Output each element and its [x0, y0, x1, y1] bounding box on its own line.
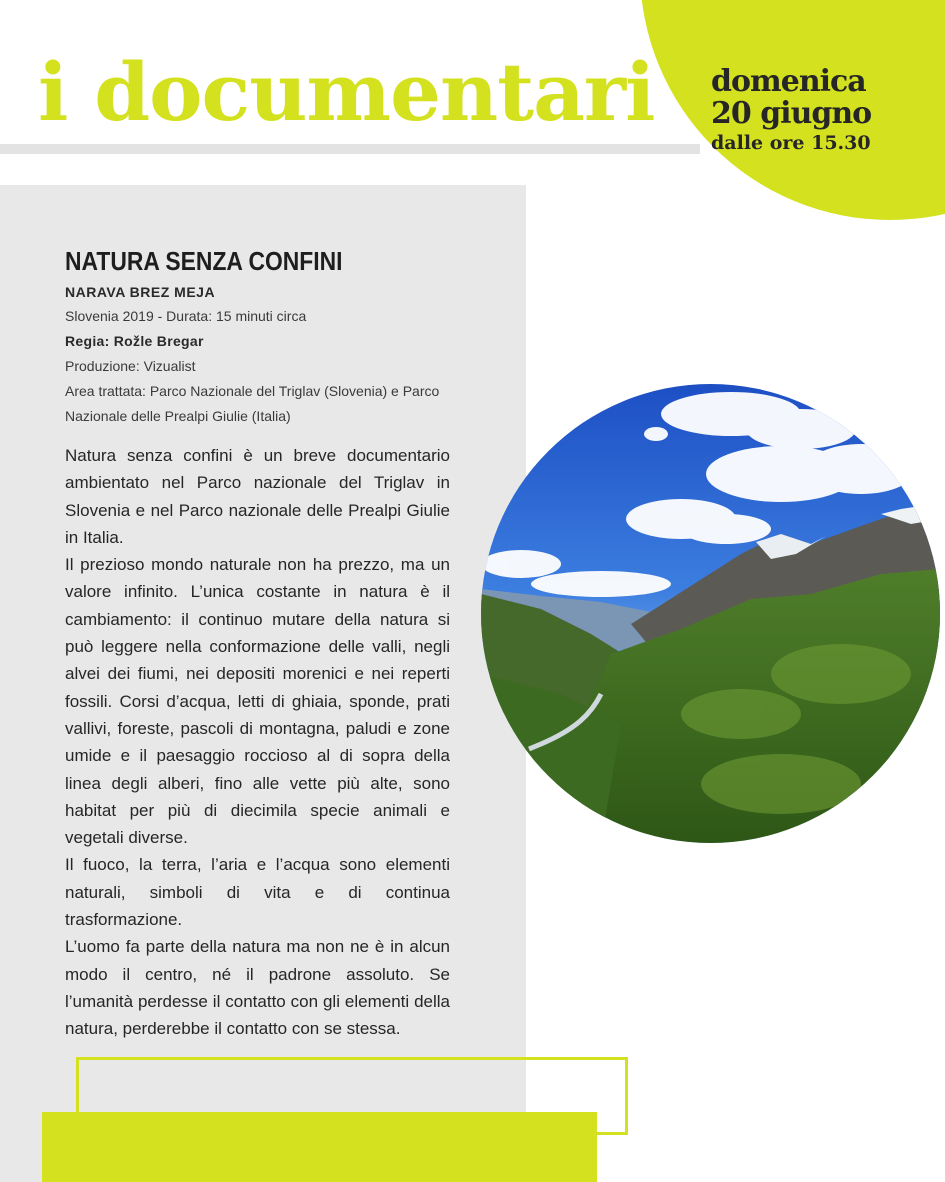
film-subtitle: NARAVA BREZ MEJA — [65, 284, 216, 300]
event-date-text: 20 giugno — [711, 96, 872, 131]
page-title: i documentari — [38, 45, 655, 139]
event-date — [711, 66, 871, 156]
mountain-landscape-photo — [481, 384, 940, 843]
event-time: dalle ore 15.30 — [711, 132, 871, 154]
description-paragraph: L’uomo fa parte della natura ma non ne è in alcun modo il centro, né il padrone assoluto. Se l’umanità perdesse il contatto con gli elementi della natura, perderebbe il contatto con se stessa. — [65, 937, 450, 1039]
film-info — [65, 244, 465, 429]
film-director: Regia: Rožle Bregar — [65, 333, 204, 349]
accent-bar — [42, 1112, 597, 1182]
event-day: domenica — [711, 64, 866, 99]
film-production: Produzione: Vizualist — [65, 358, 196, 374]
title-divider — [0, 144, 700, 154]
description-paragraph: Natura senza confini è un breve documentario ambientato nel Parco nazionale del Triglav in Slovenia e nel Parco nazionale delle Prealpi Giulie in Italia. — [65, 446, 450, 547]
description-paragraph: Il fuoco, la terra, l’aria e l’acqua sono elementi naturali, simboli di vita e di continua trasformazione. — [65, 855, 450, 930]
film-area: Area trattata: Parco Nazionale del Triglav (Slovenia) e Parco Nazionale delle Prealpi Giulie (Italia) — [65, 383, 440, 424]
film-origin: Slovenia 2019 - Durata: 15 minuti circa — [65, 308, 307, 324]
film-title: NATURA SENZA CONFINI — [65, 246, 343, 276]
description-paragraph: Il prezioso mondo naturale non ha prezzo, ma un valore infinito. L’unica costante in natura è il cambiamento: il continuo mutare della natura si può leggere nella conformazione delle valli, negli alvei dei fiumi, nei depositi morenici e nei reperti fossili. Corsi d’acqua, letti di ghiaia, sponde, prati vallivi, foreste, pascoli di montagna, paludi e zone umide e il paesaggio roccioso al di sopra della linea degli alberi, fino alle vette più alte, sono habitat per più di diecimila specie animali e vegetali diverse. — [65, 555, 450, 848]
film-description — [65, 442, 450, 1043]
